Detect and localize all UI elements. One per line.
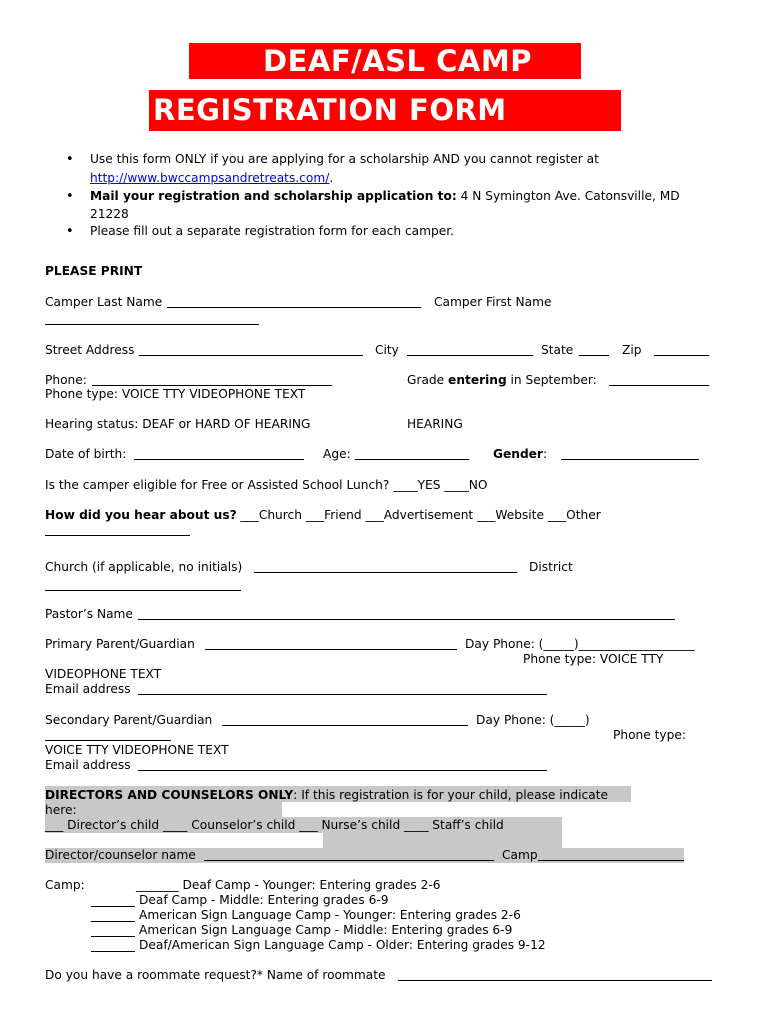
grade-label	[407, 373, 597, 387]
dob-label: Date of birth:	[45, 447, 127, 461]
camp-option-deaf-younger[interactable]: _______ Deaf Camp - Younger: Entering grades 2-6	[136, 878, 441, 892]
directors-heading	[45, 788, 608, 802]
age-field[interactable]	[355, 459, 469, 460]
zip-label: Zip	[622, 343, 642, 357]
mail-label: Mail your registration and scholarship application to:	[90, 189, 457, 203]
camp-option-blank[interactable]	[91, 921, 135, 922]
directors-heading-text: : If this registration is for your child, please indicate	[293, 788, 608, 802]
bullet-scholarship	[90, 152, 599, 166]
city-field[interactable]	[407, 355, 533, 356]
bwc-website-link[interactable]: http://www.bwccampsandretreats.com/	[90, 171, 330, 185]
gender-label	[493, 447, 547, 461]
mail-address: 4 N Symington Ave. Catonsville, MD	[456, 189, 680, 203]
street-address-field[interactable]	[139, 355, 363, 356]
director-camp-label: Camp	[502, 848, 538, 862]
directors-here: here:	[45, 803, 77, 817]
pastor-name-label: Pastor’s Name	[45, 607, 133, 621]
secondary-guardian-label: Secondary Parent/Guardian	[45, 713, 213, 727]
age-label: Age:	[323, 447, 351, 461]
bullet-scholarship-link-line	[90, 171, 333, 185]
phone-type-options[interactable]: Phone type: VOICE TTY VIDEOPHONE TEXT	[45, 387, 306, 401]
camp-option-deaf-middle[interactable]: Deaf Camp - Middle: Entering grades 6-9	[139, 893, 389, 907]
director-name-field[interactable]	[204, 860, 494, 861]
camp-option-blank[interactable]	[91, 951, 135, 952]
title-line2-text: REGISTRATION FORM	[153, 93, 507, 127]
mail-zip: 21228	[90, 207, 129, 221]
bullet-dot: •	[66, 224, 74, 239]
gender-field[interactable]	[561, 459, 699, 460]
camp-option-asl-younger[interactable]: American Sign Language Camp - Younger: Entering grades 2-6	[139, 908, 521, 922]
gender-colon: :	[542, 447, 548, 461]
directors-heading-bold: DIRECTORS AND COUNSELORS ONLY	[45, 788, 294, 802]
hearing-option[interactable]: HEARING	[407, 417, 463, 431]
phone-label: Phone:	[45, 373, 87, 387]
directors-shade-4	[323, 833, 562, 848]
state-label: State	[541, 343, 574, 357]
secondary-phone-type-options[interactable]: VOICE TTY VIDEOPHONE TEXT	[45, 743, 229, 757]
church-field[interactable]	[254, 572, 517, 573]
grade-label-post: in September:	[506, 373, 597, 387]
hearing-status-options[interactable]: Hearing status: DEAF or HARD OF HEARING	[45, 417, 311, 431]
form-title-line2	[149, 90, 621, 131]
secondary-email-label: Email address	[45, 758, 131, 772]
directors-shade-2	[45, 802, 282, 817]
hear-about-us	[45, 508, 601, 522]
roommate-label: Do you have a roommate request?* Name of roommate	[45, 968, 386, 982]
school-lunch-question[interactable]: Is the camper eligible for Free or Assisted School Lunch? ____YES ____NO	[45, 478, 488, 492]
district-label: District	[529, 560, 573, 574]
bullet-separate-form: Please fill out a separate registration form for each camper.	[90, 224, 455, 238]
director-name-label: Director/counselor name	[45, 848, 196, 862]
link-period: .	[329, 171, 334, 185]
directors-child-options[interactable]: ___ Director’s child ____ Counselor’s child ___ Nurse’s child ____ Staff’s child	[45, 818, 504, 832]
state-field[interactable]	[579, 355, 609, 356]
camper-last-name-label: Camper Last Name	[45, 295, 163, 309]
director-camp-field[interactable]	[538, 860, 684, 861]
camper-last-name-field[interactable]	[167, 307, 421, 308]
bullet-dot: •	[66, 152, 74, 167]
camp-option-blank[interactable]	[91, 906, 135, 907]
primary-phone-type-cont[interactable]: VIDEOPHONE TEXT	[45, 667, 162, 681]
title-line1-text: DEAF/ASL CAMP	[263, 44, 532, 78]
grade-field[interactable]	[609, 385, 709, 386]
please-print-heading: PLEASE PRINT	[45, 264, 143, 278]
grade-label-pre: Grade	[407, 373, 449, 387]
secondary-phone-field[interactable]	[45, 740, 171, 741]
grade-label-entering: entering	[448, 373, 507, 387]
city-label: City	[375, 343, 399, 357]
bullet-scholarship-text: Use this form ONLY if you are applying for a scholarship AND you cannot register at	[90, 152, 599, 166]
form-title-line1	[189, 43, 581, 79]
phone-field[interactable]	[92, 385, 332, 386]
bullet-mail	[90, 189, 680, 203]
camp-option-blank[interactable]	[91, 936, 135, 937]
camp-option-deaf-asl-older[interactable]: Deaf/American Sign Language Camp - Older: Entering grades 9-12	[139, 938, 546, 952]
church-label: Church (if applicable, no initials)	[45, 560, 243, 574]
bullet-dot: •	[66, 189, 74, 204]
primary-email-field[interactable]	[138, 694, 547, 695]
secondary-phone-type-label: Phone type:	[613, 728, 686, 742]
camp-option-asl-middle[interactable]: American Sign Language Camp - Middle: Entering grades 6-9	[139, 923, 513, 937]
hear-about-us-label: How did you hear about us?	[45, 508, 237, 522]
zip-field[interactable]	[654, 355, 709, 356]
primary-email-label: Email address	[45, 682, 131, 696]
camper-first-name-label: Camper First Name	[434, 295, 552, 309]
secondary-email-field[interactable]	[138, 770, 547, 771]
secondary-guardian-field[interactable]	[222, 725, 468, 726]
primary-phone-type[interactable]: Phone type: VOICE TTY	[523, 652, 664, 666]
primary-day-phone[interactable]: Day Phone: (_____)___________________	[465, 637, 695, 651]
camper-first-name-field[interactable]	[45, 324, 259, 325]
hear-about-us-options[interactable]: ___Church ___Friend ___Advertisement ___Website ___Other	[236, 508, 601, 522]
hear-about-us-other-field[interactable]	[45, 535, 190, 536]
camp-label: Camp:	[45, 878, 85, 892]
primary-guardian-label: Primary Parent/Guardian	[45, 637, 195, 651]
secondary-day-phone[interactable]: Day Phone: (_____)	[476, 713, 590, 727]
primary-guardian-field[interactable]	[205, 649, 457, 650]
dob-field[interactable]	[134, 459, 304, 460]
district-field[interactable]	[45, 590, 241, 591]
roommate-field[interactable]	[398, 980, 712, 981]
gender-label-text: Gender	[493, 447, 543, 461]
pastor-name-field[interactable]	[138, 619, 675, 620]
street-address-label: Street Address	[45, 343, 135, 357]
